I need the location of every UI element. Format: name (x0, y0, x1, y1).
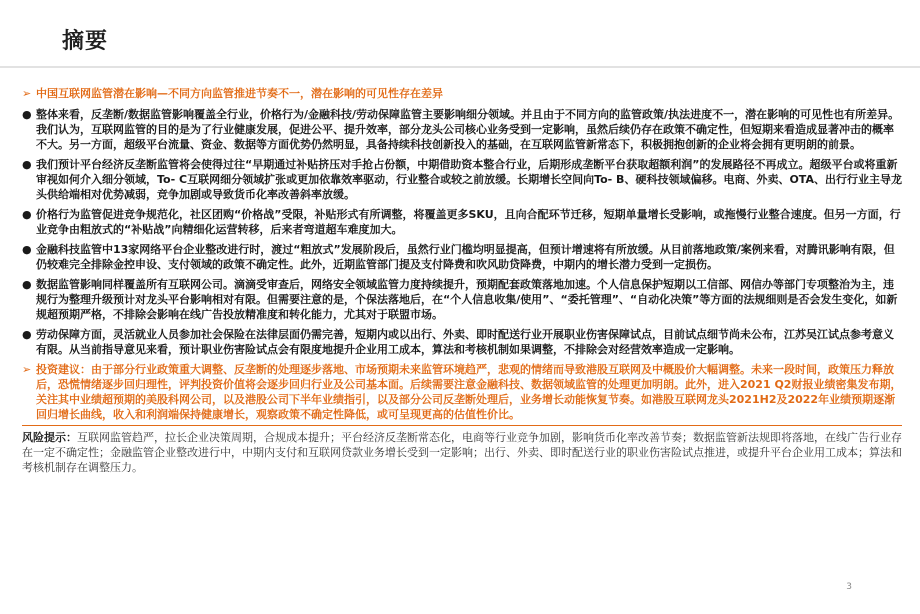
bullet-dot-icon: ● (22, 243, 32, 256)
title-bar (0, 0, 920, 66)
section-heading-text: 中国互联网监管潜在影响—不同方向监管推进节奏不一，潜在影响的可见性存在差异 (36, 87, 443, 100)
bullet-dot-icon: ● (22, 278, 32, 291)
bullet-item (22, 207, 902, 237)
bullet-item (22, 277, 902, 322)
bullet-text: 我们预计平台经济反垄断监管将会使得过往“早期通过补贴挤压对手抢占份额，中期借助资本整合行业，后期形成垄断平台获取超额利润”的发展路径不再成立。超级平台或将重新审视如何介入细分领域，To- C互联网细分领域扩张或更加依靠效率驱动，行业整合或较之前放缓。长期增长空间向To- B、硬科技领域偏移。电商、外卖、OTA、出行行业主导龙头供给端相对优势减弱，竞争加剧或导致货币化率改善斜率放缓。 (36, 158, 902, 201)
arrow-right-icon: ➢ (22, 87, 32, 100)
bullet-item (22, 242, 902, 272)
bullet-dot-icon: ● (22, 108, 32, 121)
bullet-text: 数据监管影响同样覆盖所有互联网公司。滴滴受审查后，网络安全领域监管力度持续提升，预期配套政策落地加速。个人信息保护短期以工信部、网信办等部门专项整治为主，违规行为整理升级预计对龙头平台影响相对有限。但需要注意的是，个保法落地后，在“个人信息收集/使用”、“委托管理”、“自动化决策”等方面的法规细则是否会发生变化，如新规超预期严格，不排除会影响在线广告投放精准度和转化能力，尤其对于联盟市场。 (36, 278, 898, 321)
bullet-text: 劳动保障方面，灵活就业人员参加社会保险在法律层面仍需完善，短期内或以出行、外卖、即时配送行业开展职业伤害保障试点，目前试点细节尚未公布，江苏吴江试点参考意义有限。从当前指导意见来看，预计职业伤害险试点会有限度地提升企业用工成本，算法和考核机制如果调整，不排除会对经营效率造成一定影响。 (36, 328, 894, 356)
bullet-text: 整体来看，反垄断/数据监管影响覆盖全行业，价格行为/金融科技/劳动保障监管主要影响细分领域。并且由于不同方向的监管政策/执法进度不一，潜在影响的可见性也有所差异。我们认为，互联网监管的目的是为了行业健康发展，促进公平、提升效率，部分龙头公司核心业务受到一定影响，虽然后续仍存在政策不确定性，但短期来看造成显著冲击的概率不大。另一方面，超级平台流量、资金、数据等方面优势仍然明显，具备持续科技创新投入的基础，在互联网监管新常态下，积极拥抱创新的企业将会拥有更明朗的前景。 (36, 108, 900, 151)
bullet-dot-icon: ● (22, 328, 32, 341)
bullet-item (22, 327, 902, 357)
summary-content (22, 86, 902, 475)
title-divider (0, 66, 920, 68)
bullet-item (22, 107, 902, 152)
risk-divider (22, 425, 902, 426)
risk-warning (22, 430, 902, 475)
bullet-dot-icon: ● (22, 208, 32, 221)
risk-label: 风险提示： (22, 431, 77, 444)
bullet-text: 价格行为监管促进竞争规范化，社区团购“价格战”受限，补贴形式有所调整，将覆盖更多SKU，且向合配环节迁移，短期单量增长受影响，或拖慢行业整合速度。但另一方面，行业竞争由粗放式的“补贴战”向精细化运营转移，后来者弯道超车难度加大。 (36, 208, 901, 236)
investment-advice (22, 362, 902, 422)
bullet-item (22, 157, 902, 202)
arrow-right-icon: ➢ (22, 363, 32, 376)
page-number: 3 (846, 582, 852, 592)
investment-advice-text: 投资建议：由于部分行业政策重大调整、反垄断的处理逐步落地、市场预期未来监管环境趋严，悲观的情绪而导致港股互联网及中概股价大幅调整。未来一段时间，政策压力释放后，恐慌情绪逐步回归理性，评判投资价值将会逐步回归行业及公司基本面。后续需要注意金融科技、数据领域监管的处理更加明朗。此外，进入2021 Q2财报业绩密集发布期，关注其中业绩超预期的美股科网公司，以及港股公司下半年业绩指引，以及部分公司反垄断处理后，业务增长动能恢复节奏。如港股互联网龙头2021H2及2022年业绩预期逐渐回归增长曲线，收入和利润端保持健康增长，观察政策不确定性降低，或可呈现更高的估值性价比。 (36, 363, 902, 421)
risk-text: 互联网监管趋严，拉长企业决策周期，合规成本提升；平台经济反垄断常态化，电商等行业竞争加剧，影响货币化率改善节奏；数据监管新法规即将落地，在线广告行业存在一定不确定性；金融监管企业整改进行中，中期内支付和互联网贷款业务增长受到一定影响；出行、外卖、即时配送行业的职业伤害险试点推进，或提升平台企业用工成本；算法和考核机制存在调整压力。 (22, 431, 902, 474)
section-heading (22, 86, 902, 101)
bullet-dot-icon: ● (22, 158, 32, 171)
page-title: 摘要 (62, 29, 109, 54)
bullet-text: 金融科技监管中13家网络平台企业整改进行时，渡过“粗放式”发展阶段后，虽然行业门槛均明显提高，但预计增速将有所放缓。从目前落地政策/案例来看，对腾讯影响有限，但仍较难完全排除金控申设、支付领域的政策不确定性。此外，近期监管部门提及支付降费和吹风助贷降费，中期内的增长潜力受到一定损伤。 (36, 243, 895, 271)
